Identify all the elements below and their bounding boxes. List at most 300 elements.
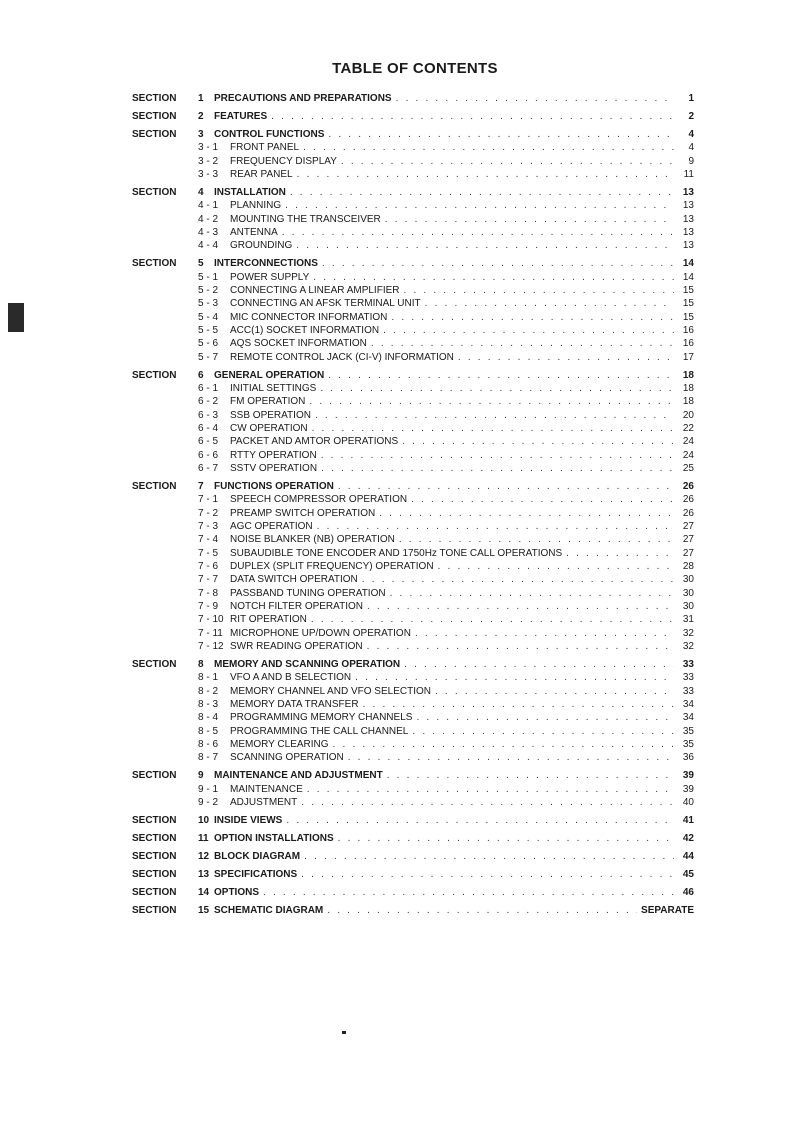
toc-section-7 [132, 480, 694, 493]
toc-entry [198, 904, 694, 917]
toc-entry [198, 168, 694, 181]
dot-leader [379, 507, 674, 520]
subsection-number: 6 - 6 [198, 449, 219, 461]
subsection-number: 9 - 2 [198, 796, 219, 808]
subsection-number: 7 - 3 [198, 520, 219, 532]
dot-leader [435, 685, 674, 698]
dot-leader [367, 640, 674, 653]
page-number: 14 [682, 271, 694, 283]
toc-section-4 [132, 186, 694, 199]
toc-subsection-8-1 [132, 671, 694, 684]
toc-entry [198, 814, 694, 827]
toc-subsection-8-6 [132, 738, 694, 751]
subsection-title: MOUNTING THE TRANSCEIVER [230, 213, 381, 225]
toc-entry [198, 685, 694, 698]
dot-leader [348, 751, 674, 764]
toc-entry [198, 449, 694, 462]
page-number: 39 [682, 783, 694, 795]
section-label: SECTION [132, 850, 177, 862]
toc-subsection-3-1 [132, 141, 694, 154]
page-number: 13 [682, 226, 694, 238]
section-number: 13 [198, 868, 210, 880]
section-label: SECTION [132, 186, 177, 198]
toc-entry [198, 613, 694, 626]
subsection-title: FREQUENCY DISPLAY [230, 155, 337, 167]
page-edge-mark [8, 303, 24, 332]
page-number: 20 [682, 409, 694, 421]
section-label: SECTION [132, 258, 177, 270]
dot-leader [411, 493, 674, 506]
subsection-title: RTTY OPERATION [230, 449, 317, 461]
toc-entry [198, 284, 694, 297]
page-number: 33 [682, 658, 694, 670]
page-title: TABLE OF CONTENTS [332, 60, 498, 77]
page-number: 42 [682, 832, 694, 844]
toc-subsection-6-3 [132, 409, 694, 422]
subsection-title: MICROPHONE UP/DOWN OPERATION [230, 627, 411, 639]
section-number: 10 [198, 814, 210, 826]
subsection-number: 6 - 3 [198, 409, 219, 421]
toc-section-15 [132, 904, 694, 917]
section-number: 6 [198, 369, 204, 381]
dot-leader [396, 92, 674, 105]
subsection-title: NOISE BLANKER (NB) OPERATION [230, 534, 395, 546]
subsection-number: 5 - 4 [198, 311, 219, 323]
section-title: INTERCONNECTIONS [214, 258, 318, 270]
page-number: 26 [682, 494, 694, 506]
section-label: SECTION [132, 369, 177, 381]
toc-entry [198, 369, 694, 382]
dot-leader [297, 168, 674, 181]
subsection-number: 7 - 1 [198, 494, 219, 506]
toc-subsection-7-6 [132, 560, 694, 573]
dot-leader [301, 868, 674, 881]
toc-entry [198, 435, 694, 448]
page-number: 44 [682, 850, 694, 862]
page-number: 18 [682, 396, 694, 408]
toc-entry [198, 560, 694, 573]
dot-leader [355, 671, 674, 684]
page-number: 46 [682, 886, 694, 898]
subsection-number: 8 - 2 [198, 685, 219, 697]
toc-subsection-8-7 [132, 751, 694, 764]
subsection-number: 7 - 5 [198, 547, 219, 559]
toc-subsection-4-1 [132, 199, 694, 212]
section-number: 1 [198, 93, 204, 104]
dot-leader [367, 600, 674, 613]
section-number: 15 [198, 904, 210, 916]
subsection-number: 7 - 7 [198, 574, 219, 586]
toc-entry [198, 462, 694, 475]
subsection-number: 7 - 4 [198, 534, 219, 546]
subsection-number: 7 - 2 [198, 507, 219, 519]
toc-entry [198, 110, 694, 123]
toc-entry [198, 573, 694, 586]
subsection-number: 3 - 3 [198, 168, 219, 180]
toc-subsection-5-3 [132, 297, 694, 310]
page-number: 16 [682, 324, 694, 336]
page-number: 2 [688, 110, 694, 122]
toc-entry [198, 257, 694, 270]
subsection-number: 6 - 5 [198, 436, 219, 448]
toc-entry [198, 671, 694, 684]
subsection-number: 3 - 2 [198, 155, 219, 167]
dot-leader [301, 796, 674, 809]
toc-subsection-4-2 [132, 213, 694, 226]
toc-entry [198, 520, 694, 533]
page-number: 27 [682, 547, 694, 559]
subsection-number: 4 - 4 [198, 240, 219, 252]
section-label: SECTION [132, 128, 177, 140]
page-number: 33 [682, 685, 694, 697]
subsection-title: VFO A AND B SELECTION [230, 672, 352, 684]
page-number: 34 [682, 698, 694, 710]
page-number: 18 [682, 382, 694, 394]
dot-leader [566, 547, 674, 560]
subsection-number: 7 - 10 [198, 614, 224, 626]
toc-entry [198, 533, 694, 546]
toc-entry [198, 698, 694, 711]
section-title: OPTIONS [214, 886, 260, 898]
page-number: 40 [682, 796, 694, 808]
toc-section-1 [132, 92, 694, 105]
subsection-number: 9 - 1 [198, 783, 219, 795]
page-number: 26 [682, 480, 694, 492]
page-number: 17 [682, 351, 694, 363]
toc-subsection-7-2 [132, 507, 694, 520]
dot-leader [307, 783, 674, 796]
dot-leader [322, 257, 674, 270]
subsection-number: 8 - 4 [198, 712, 219, 724]
toc-entry [198, 547, 694, 560]
section-number: 2 [198, 110, 204, 122]
subsection-title: FRONT PANEL [230, 142, 300, 154]
toc-entry [198, 141, 694, 154]
section-label: SECTION [132, 110, 177, 122]
subsection-title: INITIAL SETTINGS [230, 382, 317, 394]
toc-entry [198, 480, 694, 493]
toc-entry [198, 783, 694, 796]
section-number: 8 [198, 658, 204, 670]
subsection-title: GROUNDING [230, 240, 293, 252]
dot-leader [263, 886, 674, 899]
dot-leader [383, 324, 674, 337]
toc-subsection-3-3 [132, 168, 694, 181]
toc-entry [198, 725, 694, 738]
page-number: 13 [682, 200, 694, 212]
subsection-title: DUPLEX (SPLIT FREQUENCY) OPERATION [230, 560, 434, 572]
page-number: 14 [682, 258, 694, 270]
dot-leader [371, 337, 674, 350]
toc-subsection-8-3 [132, 698, 694, 711]
dot-leader [285, 199, 674, 212]
toc-section-12 [132, 850, 694, 863]
page-number: 24 [682, 436, 694, 448]
toc-entry [198, 769, 694, 782]
subsection-title: MEMORY DATA TRANSFER [230, 698, 359, 710]
section-number: 5 [198, 258, 204, 270]
page-number: 11 [683, 168, 694, 180]
section-number: 12 [198, 850, 210, 862]
subsection-number: 4 - 2 [198, 213, 219, 225]
toc-entry [198, 640, 694, 653]
toc-section-14 [132, 886, 694, 899]
section-title: SCHEMATIC DIAGRAM [214, 904, 324, 916]
toc-entry [198, 627, 694, 640]
dot-leader [385, 213, 674, 226]
dot-leader [271, 110, 674, 123]
toc-subsection-8-2 [132, 685, 694, 698]
dot-leader [399, 533, 674, 546]
section-number: 11 [198, 832, 209, 844]
dot-leader [403, 284, 674, 297]
subsection-number: 4 - 1 [198, 200, 219, 212]
page-number: 13 [682, 240, 694, 252]
section-label: SECTION [132, 904, 177, 916]
toc-subsection-4-4 [132, 239, 694, 252]
toc-subsection-7-11 [132, 627, 694, 640]
page-number: 15 [682, 311, 694, 323]
page-number: 13 [682, 186, 694, 198]
toc-entry [198, 711, 694, 724]
page-number: 24 [682, 449, 694, 461]
toc-section-13 [132, 868, 694, 881]
toc-subsection-7-7 [132, 573, 694, 586]
subsection-title: ADJUSTMENT [230, 796, 298, 808]
toc-entry [198, 351, 694, 364]
subsection-number: 5 - 5 [198, 324, 219, 336]
dot-leader [327, 904, 637, 917]
section-title: GENERAL OPERATION [214, 369, 325, 381]
toc-entry [198, 155, 694, 168]
subsection-number: 8 - 3 [198, 698, 219, 710]
toc-subsection-6-2 [132, 395, 694, 408]
page-number: 32 [682, 640, 694, 652]
toc-subsection-5-4 [132, 311, 694, 324]
toc-entry [198, 92, 694, 105]
section-title: SPECIFICATIONS [214, 868, 298, 880]
page-number: 41 [682, 814, 694, 826]
toc-entry [198, 186, 694, 199]
section-title: FEATURES [214, 110, 268, 122]
toc-entry [198, 868, 694, 881]
dot-leader [416, 711, 674, 724]
subsection-number: 4 - 3 [198, 226, 219, 238]
subsection-title: MIC CONNECTOR INFORMATION [230, 311, 388, 323]
toc-entry [198, 796, 694, 809]
dot-leader [321, 449, 674, 462]
subsection-number: 7 - 11 [198, 627, 223, 639]
page-number: 13 [682, 213, 694, 225]
subsection-number: 6 - 1 [198, 382, 219, 394]
subsection-title: MEMORY CHANNEL AND VFO SELECTION [230, 685, 431, 697]
subsection-title: SCANNING OPERATION [230, 752, 344, 764]
subsection-title: ANTENNA [230, 226, 278, 238]
subsection-title: SPEECH COMPRESSOR OPERATION [230, 494, 408, 506]
page-number: 35 [682, 738, 694, 750]
toc-subsection-7-10 [132, 613, 694, 626]
toc-subsection-5-5 [132, 324, 694, 337]
subsection-title: AQS SOCKET INFORMATION [230, 338, 367, 350]
toc-subsection-7-5 [132, 547, 694, 560]
page-number: 15 [682, 298, 694, 310]
subsection-title: ACC(1) SOCKET INFORMATION [230, 324, 380, 336]
section-label: SECTION [132, 814, 177, 826]
toc-section-9 [132, 769, 694, 782]
toc-entry [198, 738, 694, 751]
page-number: 39 [682, 770, 694, 782]
toc-subsection-4-3 [132, 226, 694, 239]
dot-leader [328, 369, 674, 382]
dot-leader [282, 226, 674, 239]
toc-subsection-5-7 [132, 351, 694, 364]
page-number: 30 [682, 574, 694, 586]
section-title: FUNCTIONS OPERATION [214, 480, 334, 492]
toc-entry [198, 271, 694, 284]
dot-leader [425, 297, 674, 310]
section-title: CONTROL FUNCTIONS [214, 128, 325, 140]
toc-entry [198, 832, 694, 845]
toc-entry [198, 382, 694, 395]
subsection-number: 6 - 2 [198, 396, 219, 408]
dot-leader [404, 658, 674, 671]
page-number: 36 [682, 752, 694, 764]
page-number: 35 [682, 725, 694, 737]
subsection-title: PACKET AND AMTOR OPERATIONS [230, 436, 399, 448]
page-number: 4 [688, 142, 694, 154]
table-of-contents [132, 92, 694, 917]
toc-entry [198, 337, 694, 350]
toc-subsection-7-8 [132, 587, 694, 600]
subsection-title: RIT OPERATION [230, 614, 307, 626]
page-number: 25 [682, 462, 694, 474]
section-number: 3 [198, 128, 204, 140]
dot-leader [320, 382, 674, 395]
subsection-title: CW OPERATION [230, 422, 308, 434]
dot-leader [315, 409, 674, 422]
subsection-number: 5 - 6 [198, 338, 219, 350]
toc-entry [198, 297, 694, 310]
subsection-title: NOTCH FILTER OPERATION [230, 600, 363, 612]
dot-leader [412, 725, 674, 738]
toc-subsection-9-2 [132, 796, 694, 809]
page-number: 27 [682, 534, 694, 546]
subsection-title: SUBAUDIBLE TONE ENCODER AND 1750Hz TONE CALL OPERATIONS [230, 547, 563, 559]
dot-leader [321, 462, 674, 475]
subsection-number: 5 - 1 [198, 271, 219, 283]
dot-leader [458, 351, 674, 364]
toc-entry [198, 886, 694, 899]
section-number: 7 [198, 480, 204, 492]
section-title: INSIDE VIEWS [214, 814, 283, 826]
toc-subsection-7-1 [132, 493, 694, 506]
toc-entry [198, 587, 694, 600]
toc-subsection-6-4 [132, 422, 694, 435]
toc-entry [198, 751, 694, 764]
dot-leader [387, 769, 674, 782]
page-number: 9 [688, 155, 694, 167]
toc-subsection-6-5 [132, 435, 694, 448]
page-number: 27 [682, 520, 694, 532]
dot-leader [333, 738, 674, 751]
subsection-title: DATA SWITCH OPERATION [230, 574, 358, 586]
section-label: SECTION [132, 658, 177, 670]
toc-entry [198, 850, 694, 863]
subsection-title: REMOTE CONTROL JACK (CI-V) INFORMATION [230, 351, 454, 363]
section-label: SECTION [132, 770, 177, 782]
toc-subsection-9-1 [132, 783, 694, 796]
subsection-number: 8 - 6 [198, 738, 219, 750]
section-title: MAINTENANCE AND ADJUSTMENT [214, 770, 383, 782]
toc-subsection-7-9 [132, 600, 694, 613]
dot-leader [338, 832, 674, 845]
dot-leader [312, 422, 674, 435]
toc-entry [198, 507, 694, 520]
subsection-number: 7 - 9 [198, 600, 219, 612]
dot-leader [328, 128, 674, 141]
toc-section-10 [132, 814, 694, 827]
toc-entry [198, 395, 694, 408]
toc-section-5 [132, 257, 694, 270]
toc-entry [198, 128, 694, 141]
toc-subsection-5-6 [132, 337, 694, 350]
subsection-title: AGC OPERATION [230, 520, 313, 532]
dot-leader [317, 520, 674, 533]
subsection-number: 8 - 5 [198, 725, 219, 737]
page-number: 18 [682, 369, 694, 381]
page-number: 31 [682, 614, 694, 626]
toc-subsection-5-2 [132, 284, 694, 297]
dot-leader [391, 311, 674, 324]
subsection-title: PASSBAND TUNING OPERATION [230, 587, 386, 599]
subsection-number: 5 - 3 [198, 298, 219, 310]
section-label: SECTION [132, 93, 177, 104]
dot-leader [338, 480, 674, 493]
dot-leader [313, 271, 674, 284]
dot-leader [309, 395, 674, 408]
subsection-number: 8 - 7 [198, 752, 219, 764]
toc-entry [198, 324, 694, 337]
toc-subsection-6-1 [132, 382, 694, 395]
page-number: 28 [682, 560, 694, 572]
dot-leader [311, 613, 674, 626]
page-number: 34 [682, 712, 694, 724]
dot-leader [390, 587, 674, 600]
dot-leader [286, 814, 674, 827]
toc-subsection-7-12 [132, 640, 694, 653]
page-dot-mark [342, 1031, 346, 1034]
subsection-number: 7 - 6 [198, 560, 219, 572]
dot-leader [303, 141, 674, 154]
subsection-title: REAR PANEL [230, 168, 293, 180]
dot-leader [362, 573, 674, 586]
toc-entry [198, 226, 694, 239]
toc-section-8 [132, 658, 694, 671]
subsection-title: SSTV OPERATION [230, 462, 318, 474]
page-number: 30 [682, 600, 694, 612]
subsection-number: 6 - 7 [198, 462, 219, 474]
subsection-title: PLANNING [230, 200, 282, 212]
dot-leader [438, 560, 674, 573]
section-title: OPTION INSTALLATIONS [214, 832, 334, 844]
page-number: 33 [682, 672, 694, 684]
dot-leader [402, 435, 674, 448]
toc-entry [198, 658, 694, 671]
dot-leader [290, 186, 674, 199]
subsection-number: 3 - 1 [198, 142, 219, 154]
page-number: 26 [682, 507, 694, 519]
section-label: SECTION [132, 832, 177, 844]
